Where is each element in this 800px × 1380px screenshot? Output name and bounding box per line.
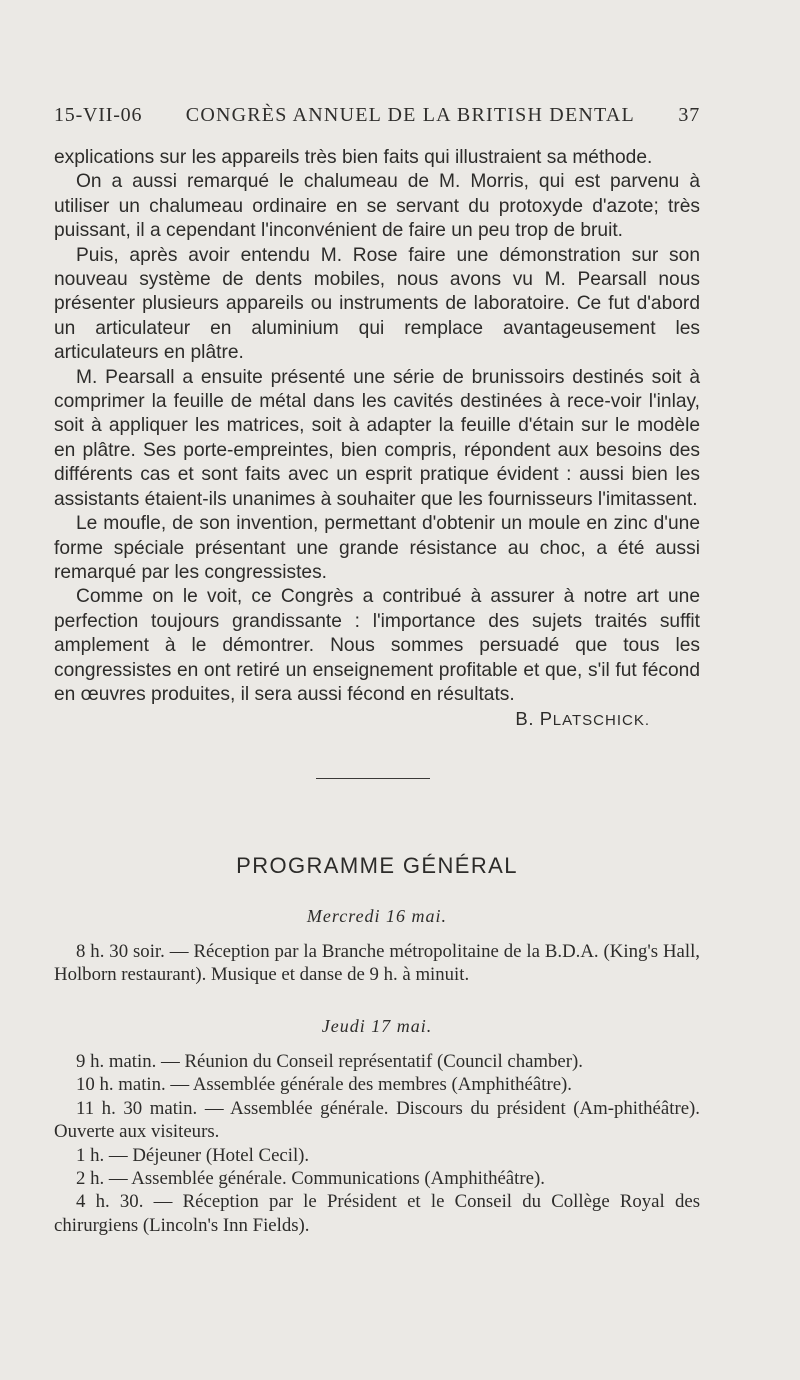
schedule-entry: 9 h. matin. — Réunion du Conseil représentatif (Council chamber). [76, 1051, 583, 1072]
paragraph: Comme on le voit, ce Congrès a contribué à assurer à notre art une perfection toujours grandissante : l'importance des sujets traités suffit amplement à le démontrer. Nous sommes persuadé que tous les congressistes en ont retiré un enseignement profitable et que, s'il fut fécond en œuvres produites, il sera aussi fécond en résultats. [54, 586, 700, 705]
signature-surname: LATSCHICK. [552, 712, 650, 730]
paragraph: Le moufle, de son invention, permettant d'obtenir un moule en zinc d'une forme spéciale présentant une grande résistance au choc, a été aussi remarqué par les congressistes. [54, 513, 700, 583]
schedule-list [54, 1050, 700, 1237]
schedule-entry: 10 h. matin. — Assemblée générale des membres (Amphithéâtre). [76, 1074, 572, 1096]
paragraph: Puis, après avoir entendu M. Rose faire une démonstration sur son nouveau système de dents mobiles, nous avons vu M. Pearsall nous présenter plusieurs appareils ou instruments de laboratoire. Ce fut d'abord un articulateur en aluminium qui remplace avantageusement les articulateurs en plâtre. [54, 244, 700, 364]
schedule-entry: 4 h. 30. — Réception par le Président et le Conseil du Collège Royal des chirurgiens (Lincoln's Inn Fields). [54, 1191, 700, 1236]
schedule-entry: 2 h. — Assemblée générale. Communications (Amphithéâtre). [76, 1168, 545, 1190]
schedule-entry: 1 h. — Déjeuner (Hotel Cecil). [76, 1144, 310, 1166]
section-title: PROGRAMME GÉNÉRAL [236, 853, 518, 878]
document-page [54, 0, 700, 1380]
paragraph: On a aussi remarqué le chalumeau de M. Morris, qui est parvenu à utiliser un chalumeau ordinaire en se servant du protoxyde d'azote; très puissant, il a cependant l'inconvénient de faire un peu trop de bruit. [54, 171, 700, 242]
running-header [54, 104, 700, 127]
author-signature [54, 707, 700, 733]
schedule-list [54, 940, 700, 987]
header-title: CONGRÈS ANNUEL DE LA BRITISH DENTAL [185, 104, 635, 126]
day-heading: Mercredi 16 mai. [306, 906, 448, 926]
paragraph: M. Pearsall a ensuite présenté une série de brunissoirs destinés soit à comprimer la feuille de métal dans les cavités destinées à rece-voir l'inlay, soit à appliquer les matrices, soit à adapter la feuille d'étain sur le modèle en plâtre. Ses porte-empreintes, bien compris, répondent aux besoins des différents cas et sont faits avec un esprit pratique évident : aussi bien les assistants étaient-ils unanimes à souhaiter que les fournisseurs l'imitassent. [54, 366, 700, 510]
schedule-entry: 8 h. 30 soir. — Réception par la Branche métropolitaine de la B.D.A. (King's Hall, Holborn restaurant). Musique et danse de 9 h. à minuit. [54, 941, 700, 986]
signature-initial: B. P [515, 708, 553, 730]
schedule-entry: 11 h. 30 matin. — Assemblée générale. Discours du président (Am-phithéâtre). Ouverte aux visiteurs. [54, 1097, 700, 1143]
day-heading: Jeudi 17 mai. [321, 1016, 433, 1036]
section-divider [316, 778, 430, 779]
article-body [54, 146, 700, 734]
header-date: 15-VII-06 [54, 104, 143, 126]
page-number: 37 [678, 104, 700, 126]
paragraph: explications sur les appareils très bien faits qui illustraient sa méthode. [54, 147, 653, 168]
